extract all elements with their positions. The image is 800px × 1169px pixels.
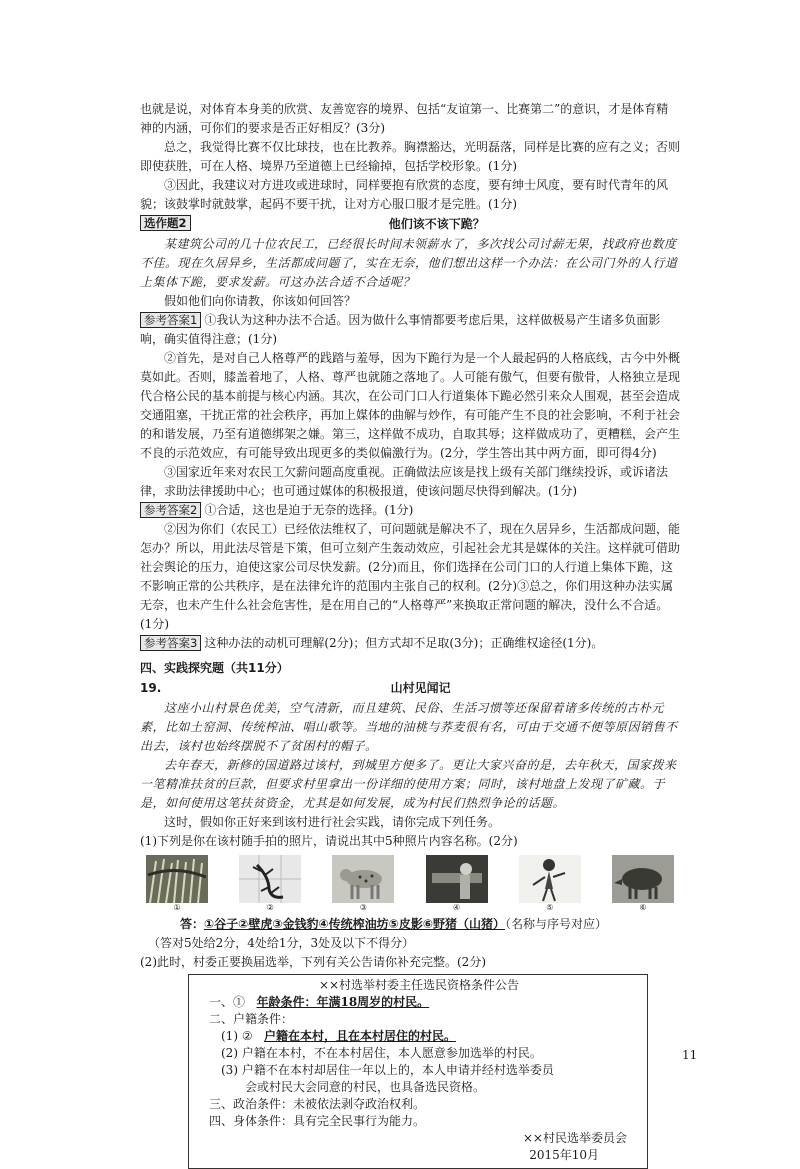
photo-millet — [146, 855, 208, 913]
notice-signature: ××村民选举委员会 — [522, 1131, 627, 1145]
answer1-paragraph-3: ③国家近年来对农民工欠薪问题高度重视。正确做法应该是找上级有关部门继续投诉，或诉诸法律，求助法律援助中心；也可通过媒体的积极报道，使该问题尽快得到解决。(1分) — [140, 465, 669, 498]
top-paragraph-2: 总之，我觉得比赛不仅比球技，也在比教养。胸襟豁达，光明磊落，同样是比赛的应有之义；否则即使获胜，可在人格、境界乃至道德上已经输掉，包括学校形象。(1分) — [140, 140, 681, 173]
notice-title: ××村选举村委主任选民资格条件公告 — [318, 978, 520, 992]
option2-scenario: 某建筑公司的几十位农民工，已经很长时间未领薪水了，多次找公司讨薪无果，找政府也数度不佳。现在久居异乡，生活都成问题了，实在无奈，他们想出这样一个办法：在公司门外的人行道上集体下跪，要求发薪。可这办法合适不合适呢？ — [140, 237, 678, 289]
section4-heading: 四、实践探究题（共11分） — [140, 661, 289, 675]
option2-question: 假如他们向你请教，你该如何回答？ — [164, 294, 357, 308]
answer-text: ①谷子②壁虎③金钱豹④传统榨油坊⑤皮影⑥野猪（山猪） — [204, 917, 505, 931]
answer1-tag: 参考答案1 — [140, 312, 201, 328]
photo-label-6: ⑥ — [639, 903, 647, 912]
leopard-photo-icon — [332, 855, 394, 903]
q19-answer — [180, 915, 680, 934]
gecko-photo-icon — [239, 855, 301, 903]
photo-label-5: ⑤ — [546, 903, 554, 912]
notice-item-2a-text: 户籍在本村，且在本村居住的村民。 — [264, 1029, 457, 1043]
millet-photo-icon — [146, 855, 208, 903]
option2-tag: 选作题2 — [140, 215, 191, 231]
answer-label: 答： — [180, 917, 205, 931]
photo-gecko — [239, 855, 301, 913]
q19-paragraph-3: 这时，假如你正好来到该村进行社会实践，请你完成下列任务。 — [164, 815, 501, 829]
q19-scoring: （答对5处给2分，4处给1分，3处及以下不得分） — [148, 936, 415, 950]
q19-task-1: (1)下列是你在该村随手拍的照片，请说出其中5种照片内容名称。(2分) — [140, 834, 518, 848]
notice-item-2b: (2) 户籍在本村，不在本村居住，本人愿意参加选举的村民。 — [221, 1046, 542, 1060]
q19-number: 19. — [140, 681, 162, 695]
notice-item-2c-line1: (3) 户籍不在本村却居住一年以上的，本人申请并经村选举委员 — [221, 1063, 554, 1077]
notice-item-3: 三、政治条件：未被依法剥夺政治权利。 — [209, 1097, 426, 1111]
notice-item-2a-num: (1) ② — [221, 1029, 253, 1043]
photo-shadow-puppet — [519, 855, 581, 913]
photo-wild-boar — [612, 855, 674, 913]
answer2-paragraph-2: ②因为你们（农民工）已经依法维权了，可问题就是解决不了，现在久居异乡，生活都成问题，能怎办？所以，用此法尽管是下策，但可立刻产生轰动效应，引起社会尤其是媒体的关注。这样就可借助社会舆论的压力，迫使这家公司尽快发薪。(2分)而且，你们选择在公司门口的人行道上集体下跪，这不影响正常的公共秩序，是在法律允许的范围内主张自己的权利。(2分)③总之，你们用这种办法实属无奈，也未产生什么社会危害性，是在用自己的“人格尊严”来换取正常问题的解决，没什么不合适。(1分) — [140, 522, 681, 631]
q19-task-2: (2)此时，村委正要换届选举，下列有关公告请你补充完整。(2分) — [140, 955, 486, 969]
notice-item-1-num: 一、① — [209, 995, 246, 1009]
notice-date: 2015年10月 — [529, 1148, 599, 1162]
answer1-paragraph-1 — [140, 311, 680, 349]
photo-oil-mill — [426, 855, 488, 913]
exam-page — [140, 100, 680, 1169]
answer3-paragraph — [140, 634, 680, 653]
notice-item-2c-line2: 会或村民大会同意的村民，也具备选民资格。 — [245, 1080, 486, 1094]
oil-mill-photo-icon — [426, 855, 488, 903]
answer1-text-1: ①我认为这种办法不合适。因为做什么事情都要考虑后果，这样做极易产生诸多负面影响，确实值得注意；(1分) — [140, 313, 661, 346]
answer2-text-1: ①合适，这也是迫于无奈的选择。(1分) — [204, 503, 414, 517]
notice-item-1-text: 年龄条件：年满18周岁的村民。 — [256, 995, 430, 1009]
photo-label-2: ② — [266, 903, 274, 912]
answer3-text: 这种办法的动机可理解(2分)；但方式却不足取(3分)；正确维权途径(1分)。 — [204, 636, 604, 650]
photo-label-1: ① — [173, 903, 181, 912]
q19-heading — [140, 679, 680, 698]
answer-note: （名称与序号对应） — [504, 917, 607, 931]
notice-item-2a — [221, 1028, 639, 1045]
notice-item-4: 四、身体条件：具有完全民事行为能力。 — [209, 1114, 426, 1128]
answer3-tag: 参考答案3 — [140, 635, 201, 651]
top-paragraph-1: 也就是说，对体育本身美的欣赏、友善宽容的境界、包括“友谊第一、比赛第二”的意识，才是体育精神的内涵，可你们的要求是否正好相反？(3分) — [140, 102, 669, 135]
answer2-paragraph-1 — [140, 501, 680, 520]
q19-paragraph-1: 这座小山村景色优美，空气清新，而且建筑、民俗、生活习惯等还保留着诸多传统的古朴元素，比如土窑洞、传统榨油、唱山歌等。当地的油桃与荞麦很有名，可由于交通不便等原因销售不出去，该村也始终摆脱不了贫困村的帽子。 — [140, 701, 678, 753]
page-number: 11 — [682, 1048, 698, 1062]
wild-boar-photo-icon — [612, 855, 674, 903]
q19-title: 山村见闻记 — [390, 681, 451, 695]
photo-row — [140, 855, 680, 913]
option2-title: 他们该不该下跪？ — [388, 217, 485, 231]
answer1-paragraph-2: ②首先，是对自己人格尊严的践踏与羞辱，因为下跪行为是一个人最起码的人格底线，古今中外概莫如此。否则，膝盖着地了，人格、尊严也就随之落地了。人可能有傲气，但要有傲骨，人格独立是现代合格公民的基本前提与核心内涵。其次，在公司门口人行道集体下跪必然引来众人围观，甚至会造成交通阻塞，干扰正常的社会秩序，再加上媒体的曲解与炒作，有可能产生不良的社会影响，不利于社会的和谐发展，乃至有道德绑架之嫌。第三，这样做不成功，自取其辱；这样做成功了，更糟糕，会产生不良的示范效应，有可能导致出现更多的类似偏激行为。(2分，学生答出其中两方面，即可得4分) — [140, 351, 681, 460]
option2-heading — [140, 215, 680, 234]
photo-leopard — [332, 855, 394, 913]
notice-item-1 — [209, 994, 639, 1011]
q19-paragraph-2: 去年春天，新修的国道路过该村，到城里方便多了。更让大家兴奋的是，去年秋天，国家拨来一笔精准扶贫的巨款，但要求村里拿出一份详细的使用方案；同时，该村地盘上发现了矿藏。于是，如何使用这笔扶贫资金，尤其是如何发展，成为村民们热烈争论的话题。 — [140, 758, 677, 810]
notice-item-2: 二、户籍条件： — [209, 1012, 294, 1026]
photo-label-3: ③ — [359, 903, 367, 912]
election-notice-box — [188, 974, 648, 1169]
top-paragraph-3: ③因此，我建议对方进攻或进球时，同样要抱有欣赏的态度，要有绅士风度，要有时代青年的风貌；该鼓掌时就鼓掌，起码不要干扰，让对方心服口服才是完胜。(1分) — [140, 178, 669, 211]
answer2-tag: 参考答案2 — [140, 502, 201, 518]
shadow-puppet-photo-icon — [519, 855, 581, 903]
photo-label-4: ④ — [452, 903, 461, 912]
